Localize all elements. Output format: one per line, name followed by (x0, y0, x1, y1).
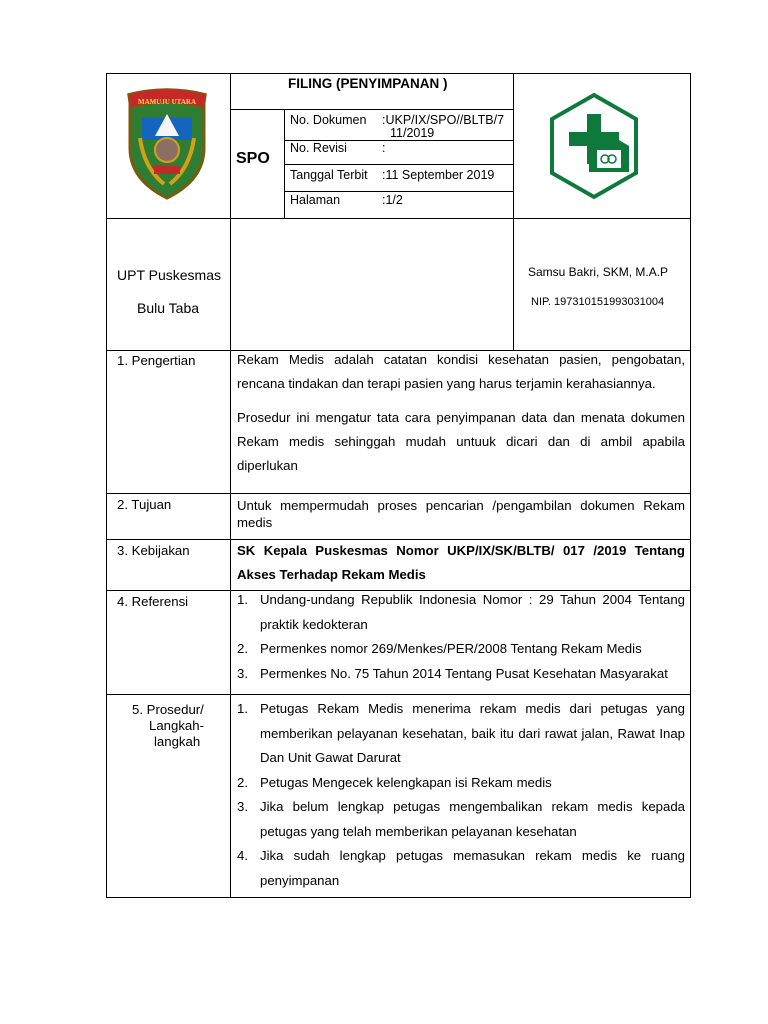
spo-label: SPO (236, 150, 270, 167)
list-text: Permenkes No. 75 Tahun 2014 Tentang Pusat Kesehatan Masyarakat (260, 665, 668, 681)
section-label-referensi: 4. Referensi (117, 594, 189, 609)
org-name-line2: Bulu Taba (137, 300, 200, 316)
pengertian-paragraph-1: Rekam Medis adalah catatan kondisi kesehatan pasien, pengobatan, rencana tindakan dan terapi pasien yang harus terjamin kerahasiannya. (237, 352, 685, 391)
meta-value-no-dokumen: :UKP/IX/SPO//BLTB/7 (382, 113, 505, 127)
puskesmas-logo (549, 92, 639, 200)
section-label-tujuan: 2. Tujuan (117, 497, 172, 512)
org-name-line1: UPT Puskesmas (117, 267, 221, 283)
list-number: 1. (237, 701, 248, 716)
list-number: 4. (237, 848, 248, 863)
section-label-kebijakan: 3. Kebijakan (117, 543, 190, 558)
section-label-prosedur: 5. Prosedur/ (132, 702, 204, 717)
tujuan-text: Untuk mempermudah proses pencarian /pengambilan dokumen Rekam medis (237, 498, 685, 530)
section-label-prosedur-line2: Langkah- (149, 718, 204, 733)
list-item (237, 637, 685, 662)
prosedur-list (237, 697, 685, 893)
list-number: 3. (237, 799, 248, 814)
signer-name: Samsu Bakri, SKM, M.A.P (528, 265, 669, 279)
list-number: 2. (237, 774, 248, 790)
list-text: Petugas Rekam Medis menerima rekam medis dari petugas yang memberikan pelayanan kesehatan, baik itu dari rawat jalan, Rawat Inap Dan Unit Gawat Darurat (260, 701, 685, 765)
list-number: 2. (237, 641, 248, 656)
section-label-prosedur-line3: langkah (154, 734, 201, 749)
meta-label-no-dokumen: No. Dokumen (290, 113, 367, 127)
list-text: Undang-undang Republik Indonesia Nomor : 29 Tahun 2004 Tentang praktik kedokteran (260, 592, 685, 632)
pengertian-paragraph-2: Prosedur ini mengatur tata cara penyimpanan data dan menata dokumen Rekam medis sehinggah mudah untuuk dicari dan di ambil apabila diperlukan (237, 410, 685, 473)
meta-value-tanggal-terbit: :11 September 2019 (382, 168, 495, 182)
list-item (237, 795, 685, 844)
list-number: 3. (237, 665, 248, 681)
list-item (237, 588, 685, 637)
list-item (237, 662, 685, 687)
list-text: Petugas Mengecek kelengkapan isi Rekam medis (260, 774, 552, 790)
list-text: Jika belum lengkap petugas mengembalikan rekam medis kepada petugas yang telah memberikan pelayanan kesehatan (260, 799, 685, 839)
list-text: Permenkes nomor 269/Menkes/PER/2008 Tentang Rekam Medis (260, 641, 642, 656)
list-item (237, 844, 685, 893)
section-label-pengertian: 1. Pengertian (117, 353, 196, 368)
list-number: 1. (237, 592, 248, 607)
document-title: FILING (PENYIMPANAN ) (288, 76, 448, 91)
meta-value-halaman: :1/2 (382, 193, 403, 207)
meta-value-no-dokumen-cont: 11/2019 (390, 126, 435, 140)
referensi-list (237, 588, 685, 686)
meta-value-no-revisi: : (382, 141, 386, 155)
meta-label-halaman: Halaman (290, 193, 341, 207)
signer-nip: NIP. 197310151993031004 (531, 296, 665, 308)
meta-label-tanggal-terbit: Tanggal Terbit (290, 168, 368, 182)
list-item (237, 697, 685, 771)
meta-label-no-revisi: No. Revisi (290, 141, 347, 155)
regency-emblem-logo (124, 88, 210, 200)
list-text: Jika sudah lengkap petugas memasukan rekam medis ke ruang penyimpanan (260, 848, 685, 888)
emblem-banner-text: MAMUJU UTARA (138, 98, 196, 106)
kebijakan-text: SK Kepala Puskesmas Nomor UKP/IX/SK/BLTB/ 017 /2019 Tentang Akses Terhadap Rekam Medis (237, 543, 685, 582)
list-item (237, 771, 685, 796)
